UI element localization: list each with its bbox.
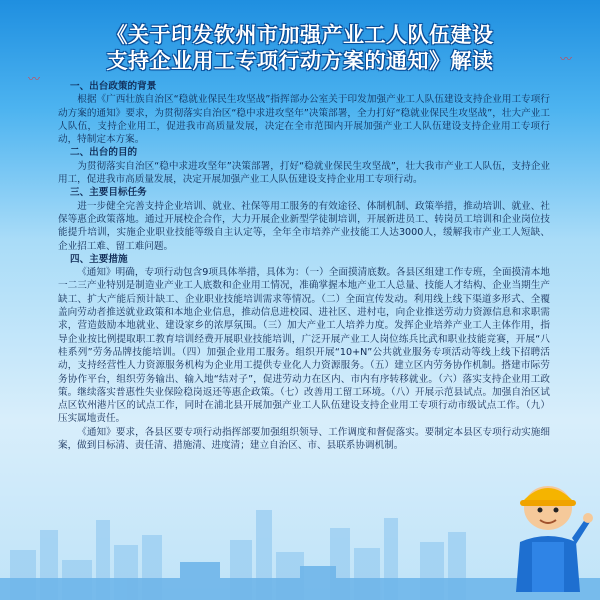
page-title <box>0 22 600 74</box>
section-paragraph: 为贯彻落实自治区“稳中求进攻坚年”决策部署，打好“稳就业保民生攻坚战”，壮大我市产业工人队伍，支持企业用工，促进我市高质量发展，决定开展加强产业工人队伍建设支持企业用工专项行动。 <box>58 160 550 186</box>
bird-icon: 〰 <box>28 72 41 86</box>
section-paragraph: 根据《广西壮族自治区“稳就业保民生攻坚战”指挥部办公室关于印发加强产业工人队伍建设支持企业用工专项行动方案的通知》要求，为贯彻落实自治区“稳中求进攻坚年”决策部署，全力打好“稳就业保民生攻坚战”，壮大产业工人队伍，支持企业用工，促进我市高质量发展，决定在全市范围内开展加强产业工人队伍建设支持企业用工专项行动，特制定本方案。 <box>58 94 550 146</box>
worker-mascot <box>502 472 594 592</box>
section-heading: 一、出台政策的背景 <box>70 81 157 92</box>
title-line-2: 支持企业用工专项行动方案的通知》解读 <box>106 49 494 73</box>
document-body <box>58 80 550 452</box>
section-purpose <box>58 146 550 186</box>
section-paragraph: 《通知》要求，各县区要专项行动指挥部要加强组织领导、工作调度和督促落实。要制定本县区专项行动实施细案，做到目标清、责任清、措施清、进度清；建立自治区、市、县联系协调机制。 <box>58 426 550 452</box>
section-background <box>58 80 550 146</box>
title-line-1: 《关于印发钦州市加强产业工人队伍建设 <box>106 23 494 47</box>
section-heading: 二、出台的目的 <box>70 147 138 159</box>
section-goals <box>58 186 550 252</box>
section-paragraph: 进一步健全完善支持企业培训、就业、社保等用工服务的有效途径、体制机制、政策举措，推动培训、就业、社保等惠企政策落地。通过开展校企合作，大力开展企业新型学徒制培训，开展新进员工、转岗员工培训和企业岗位技能提升培训，实施企业职业技能等级自主认定等，全年全市培养产业技能工人达3000人，缓解我市产业工人短缺、企业招工难、留工难问题。 <box>58 200 550 252</box>
bird-icon: 〰 <box>560 52 573 66</box>
section-measures <box>58 253 550 452</box>
section-heading: 四、主要措施 <box>70 253 128 265</box>
section-heading: 三、主要目标任务 <box>70 187 147 199</box>
section-paragraph: 《通知》明确，专项行动包含9项具体举措，具体为：（一）全面摸清底数。各县区组建工作专班，全面摸清本地一二三产业特别是制造业产业工人底数和企业用工情况，准确掌握本地产业工人总量、技能人才结构、企业当期生产缺工、扩大产能后预计缺工、企业职业技能培训需求等情况。（二）全面宣传发动。利用线上线下渠道多形式、全覆盖向劳动者推送就业政策和本地企业信息，推动信息进校园、进社区、进村屯，向企业推送劳动力资源信息和求职需求，营造鼓励本地就业、建设家乡的浓厚氛围。（三）加大产业工人培养力度。发挥企业培养产业工人主体作用，指导企业按比例提取职工教育培训经费开展职业技能培训，广泛开展产业工人岗位练兵比武和职业技能竞赛，开展“八桂系列”劳务品牌技能培训。（四）加强企业用工服务。组织开展“10+N”公共就业服务专项活动等线上线下招聘活动，支持经营性人力资源服务机构为企业用工提供专业化人力资源服务。（五）建立区内劳务协作机制。搭建市际劳务协作平台，组织劳务输出、输入地“结对子”，促进劳动力在区内、市内有序转移就业。（六）落实支持企业用工政策。继续落实普惠性失业保险稳岗返还等惠企政策。（七）改善用工留工环境。（八）开展示范县试点。加强自治区试点区钦州港片区的试点工作，同时在浦北县开展加强产业工人队伍建设支持企业用工专项行动市级试点工作。（九）压实属地责任。 <box>58 267 550 425</box>
